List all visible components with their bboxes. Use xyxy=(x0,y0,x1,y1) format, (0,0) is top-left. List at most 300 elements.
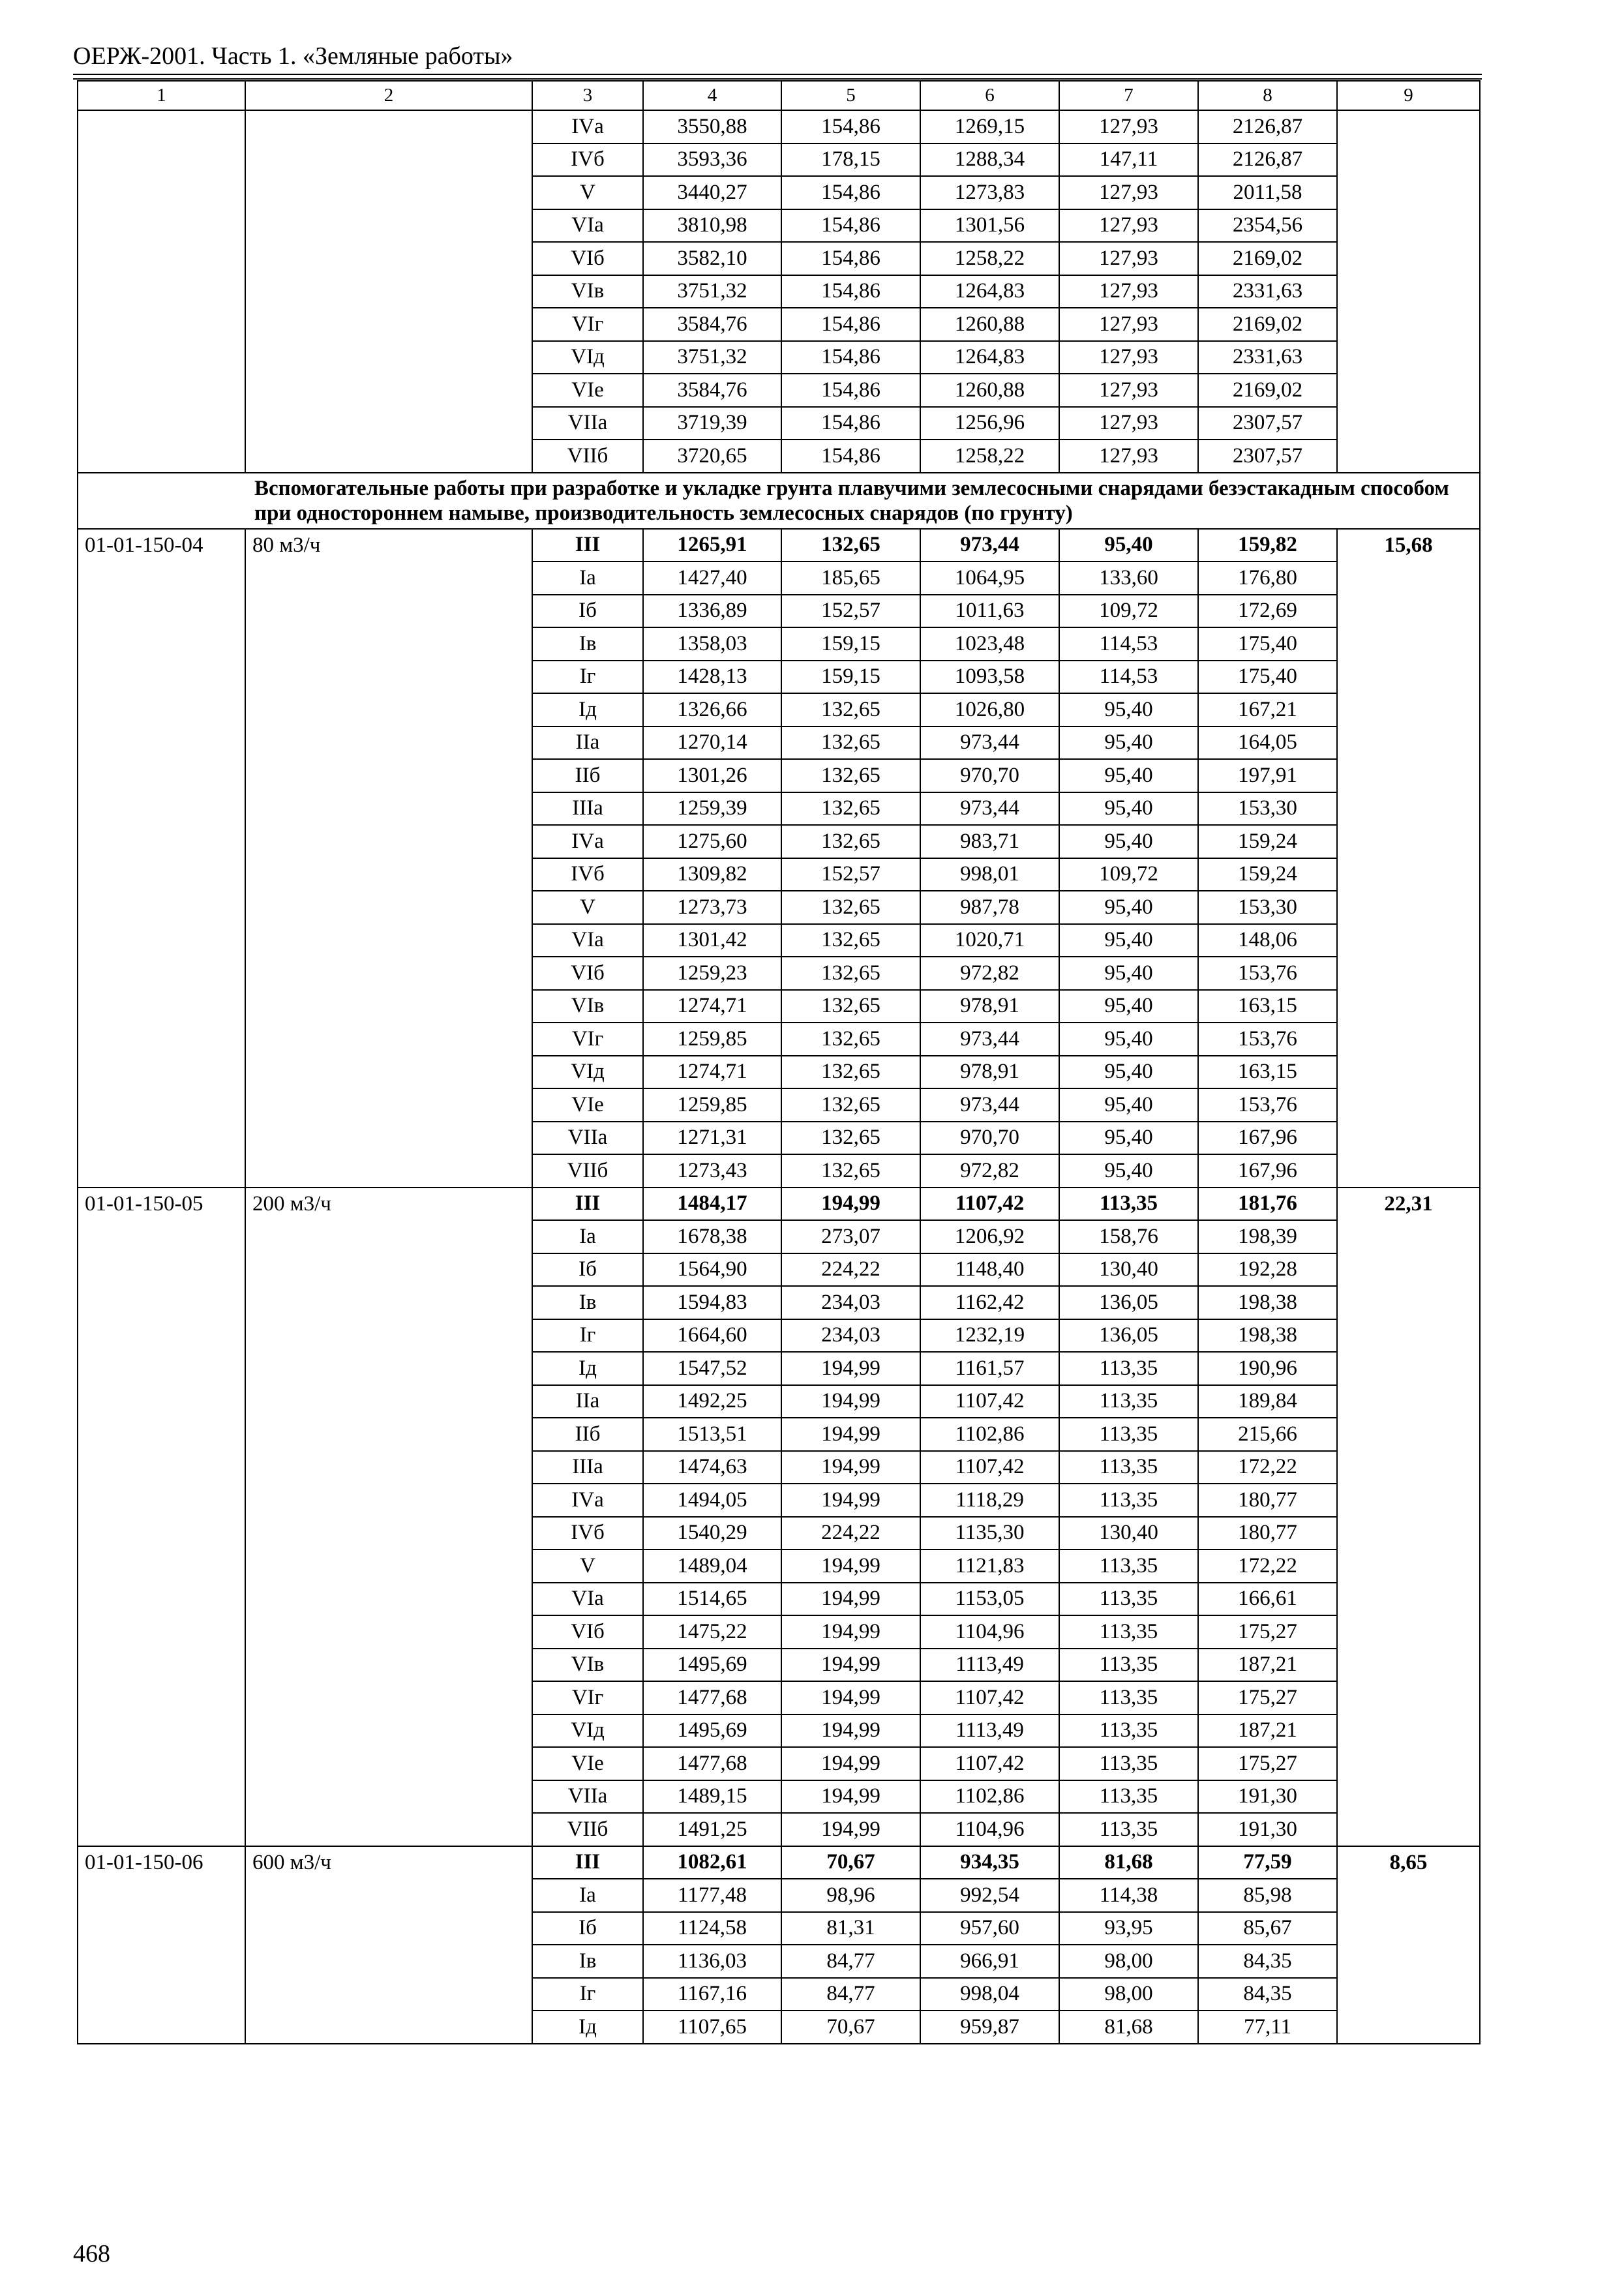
total-cost-cell: 1495,69 xyxy=(643,1714,781,1748)
soil-group-cell: Iг xyxy=(532,1319,643,1353)
machine-cost-cell: 1011,63 xyxy=(920,595,1059,628)
machinist-wage-cell: 81,68 xyxy=(1059,1846,1198,1879)
machinist-wage-cell: 127,93 xyxy=(1059,275,1198,308)
wage-cell: 98,96 xyxy=(781,1879,920,1912)
materials-cell: 85,98 xyxy=(1198,1879,1337,1912)
soil-group-cell: VIе xyxy=(532,374,643,407)
soil-group-cell: VIIа xyxy=(532,407,643,440)
soil-group-cell: IIб xyxy=(532,759,643,792)
materials-cell: 2011,58 xyxy=(1198,176,1337,209)
soil-group-cell: Iг xyxy=(532,661,643,694)
machinist-wage-cell: 113,35 xyxy=(1059,1583,1198,1616)
machinist-wage-cell: 114,53 xyxy=(1059,661,1198,694)
soil-group-cell: VIIа xyxy=(532,1780,643,1814)
wage-cell: 194,99 xyxy=(781,1681,920,1714)
soil-group-cell: VIг xyxy=(532,1681,643,1714)
labor-cost-cell: 15,68 xyxy=(1337,529,1480,1188)
machine-cost-cell: 1093,58 xyxy=(920,661,1059,694)
wage-cell: 132,65 xyxy=(781,759,920,792)
machinist-wage-cell: 158,76 xyxy=(1059,1220,1198,1253)
total-cost-cell: 1678,38 xyxy=(643,1220,781,1253)
machine-cost-cell: 1118,29 xyxy=(920,1484,1059,1517)
machine-cost-cell: 1121,83 xyxy=(920,1549,1059,1583)
total-cost-cell: 1540,29 xyxy=(643,1517,781,1550)
total-cost-cell: 3440,27 xyxy=(643,176,781,209)
total-cost-cell: 1270,14 xyxy=(643,726,781,760)
soil-group-cell: V xyxy=(532,891,643,924)
total-cost-cell: 1271,31 xyxy=(643,1122,781,1155)
wage-cell: 185,65 xyxy=(781,561,920,595)
soil-group-cell: Iв xyxy=(532,1945,643,1978)
table-row xyxy=(78,1846,1480,1879)
machinist-wage-cell: 109,72 xyxy=(1059,858,1198,891)
machine-cost-cell: 1135,30 xyxy=(920,1517,1059,1550)
materials-cell: 148,06 xyxy=(1198,924,1337,957)
wage-cell: 132,65 xyxy=(781,529,920,562)
total-cost-cell: 1489,15 xyxy=(643,1780,781,1814)
soil-group-cell: IIб xyxy=(532,1418,643,1451)
total-cost-cell: 1259,85 xyxy=(643,1023,781,1056)
total-cost-cell: 1107,65 xyxy=(643,2011,781,2044)
materials-cell: 159,24 xyxy=(1198,825,1337,858)
wage-cell: 154,86 xyxy=(781,440,920,473)
materials-cell: 159,24 xyxy=(1198,858,1337,891)
machinist-wage-cell: 95,40 xyxy=(1059,1088,1198,1122)
soil-group-cell: VIIа xyxy=(532,1122,643,1155)
total-cost-cell: 1594,83 xyxy=(643,1286,781,1319)
soil-group-cell: VIв xyxy=(532,275,643,308)
machinist-wage-cell: 113,35 xyxy=(1059,1780,1198,1814)
wage-cell: 194,99 xyxy=(781,1714,920,1748)
machine-cost-cell: 972,82 xyxy=(920,1154,1059,1188)
section-title: Вспомогательные работы при разработке и укладке грунта плавучими землесосными снарядами безэстакадным способом при одностороннем намыве, производительность землесосных снарядов (по грунту) xyxy=(78,473,1480,529)
total-cost-cell: 3550,88 xyxy=(643,110,781,143)
materials-cell: 175,27 xyxy=(1198,1681,1337,1714)
total-cost-cell: 1513,51 xyxy=(643,1418,781,1451)
machinist-wage-cell: 127,93 xyxy=(1059,209,1198,243)
machinist-wage-cell: 113,35 xyxy=(1059,1188,1198,1221)
machinist-wage-cell: 95,40 xyxy=(1059,759,1198,792)
machinist-wage-cell: 95,40 xyxy=(1059,924,1198,957)
machinist-wage-cell: 127,93 xyxy=(1059,308,1198,341)
wage-cell: 70,67 xyxy=(781,1846,920,1879)
wage-cell: 132,65 xyxy=(781,957,920,990)
wage-cell: 84,77 xyxy=(781,1945,920,1978)
machinist-wage-cell: 127,93 xyxy=(1059,176,1198,209)
soil-group-cell: Iа xyxy=(532,561,643,595)
machine-cost-cell: 1026,80 xyxy=(920,693,1059,726)
machine-cost-cell: 1148,40 xyxy=(920,1253,1059,1287)
labor-cost-cell xyxy=(1337,110,1480,473)
soil-group-cell: VIг xyxy=(532,1023,643,1056)
wage-cell: 194,99 xyxy=(781,1385,920,1418)
materials-cell: 175,40 xyxy=(1198,661,1337,694)
machinist-wage-cell: 113,35 xyxy=(1059,1484,1198,1517)
column-number: 5 xyxy=(781,81,920,110)
total-cost-cell: 3584,76 xyxy=(643,308,781,341)
soil-group-cell: Iа xyxy=(532,1220,643,1253)
soil-group-cell: IVб xyxy=(532,1517,643,1550)
total-cost-cell: 1484,17 xyxy=(643,1188,781,1221)
machine-cost-cell: 973,44 xyxy=(920,1088,1059,1122)
wage-cell: 70,67 xyxy=(781,2011,920,2044)
materials-cell: 198,39 xyxy=(1198,1220,1337,1253)
machinist-wage-cell: 133,60 xyxy=(1059,561,1198,595)
column-number: 3 xyxy=(532,81,643,110)
machine-cost-cell: 978,91 xyxy=(920,1056,1059,1089)
total-cost-cell: 3720,65 xyxy=(643,440,781,473)
machine-cost-cell: 973,44 xyxy=(920,726,1059,760)
soil-group-cell: IIа xyxy=(532,1385,643,1418)
total-cost-cell: 1082,61 xyxy=(643,1846,781,1879)
wage-cell: 154,86 xyxy=(781,341,920,374)
total-cost-cell: 1494,05 xyxy=(643,1484,781,1517)
wage-cell: 154,86 xyxy=(781,308,920,341)
machinist-wage-cell: 127,93 xyxy=(1059,242,1198,275)
machine-cost-cell: 973,44 xyxy=(920,1023,1059,1056)
total-cost-cell: 1136,03 xyxy=(643,1945,781,1978)
total-cost-cell: 1273,43 xyxy=(643,1154,781,1188)
total-cost-cell: 1475,22 xyxy=(643,1615,781,1649)
header-rule xyxy=(73,74,1482,75)
materials-cell: 2169,02 xyxy=(1198,374,1337,407)
soil-group-cell: Iд xyxy=(532,2011,643,2044)
materials-cell: 159,82 xyxy=(1198,529,1337,562)
wage-cell: 194,99 xyxy=(781,1780,920,1814)
wage-cell: 132,65 xyxy=(781,693,920,726)
total-cost-cell: 1274,71 xyxy=(643,990,781,1023)
machinist-wage-cell: 113,35 xyxy=(1059,1549,1198,1583)
total-cost-cell: 1259,39 xyxy=(643,792,781,826)
materials-cell: 190,96 xyxy=(1198,1352,1337,1385)
machinist-wage-cell: 136,05 xyxy=(1059,1319,1198,1353)
wage-cell: 159,15 xyxy=(781,627,920,661)
machine-cost-cell: 1102,86 xyxy=(920,1780,1059,1814)
soil-group-cell: IIIа xyxy=(532,1451,643,1484)
materials-cell: 153,30 xyxy=(1198,891,1337,924)
rates-table xyxy=(77,80,1481,2044)
machinist-wage-cell: 113,35 xyxy=(1059,1649,1198,1682)
machine-cost-cell: 1162,42 xyxy=(920,1286,1059,1319)
soil-group-cell: VIб xyxy=(532,1615,643,1649)
total-cost-cell: 1495,69 xyxy=(643,1649,781,1682)
wage-cell: 194,99 xyxy=(781,1813,920,1846)
materials-cell: 77,59 xyxy=(1198,1846,1337,1879)
machine-cost-cell: 978,91 xyxy=(920,990,1059,1023)
wage-cell: 132,65 xyxy=(781,1154,920,1188)
machinist-wage-cell: 95,40 xyxy=(1059,529,1198,562)
machinist-wage-cell: 95,40 xyxy=(1059,957,1198,990)
wage-cell: 152,57 xyxy=(781,858,920,891)
materials-cell: 181,76 xyxy=(1198,1188,1337,1221)
soil-group-cell: IIа xyxy=(532,726,643,760)
total-cost-cell: 1547,52 xyxy=(643,1352,781,1385)
machine-cost-cell: 1113,49 xyxy=(920,1649,1059,1682)
soil-group-cell: Iб xyxy=(532,1912,643,1945)
page-number: 468 xyxy=(73,2240,110,2267)
soil-group-cell: VIа xyxy=(532,209,643,243)
soil-group-cell: IVа xyxy=(532,1484,643,1517)
rates-table-body xyxy=(78,81,1480,2044)
materials-cell: 172,22 xyxy=(1198,1451,1337,1484)
machine-cost-cell: 966,91 xyxy=(920,1945,1059,1978)
soil-group-cell: IIIа xyxy=(532,792,643,826)
soil-group-cell: Iв xyxy=(532,1286,643,1319)
materials-cell: 172,69 xyxy=(1198,595,1337,628)
total-cost-cell: 1427,40 xyxy=(643,561,781,595)
materials-cell: 167,21 xyxy=(1198,693,1337,726)
machinist-wage-cell: 95,40 xyxy=(1059,825,1198,858)
column-number: 4 xyxy=(643,81,781,110)
soil-group-cell: Iд xyxy=(532,693,643,726)
machine-cost-cell: 1104,96 xyxy=(920,1813,1059,1846)
machine-cost-cell: 1107,42 xyxy=(920,1747,1059,1780)
total-cost-cell: 1265,91 xyxy=(643,529,781,562)
machinist-wage-cell: 95,40 xyxy=(1059,1023,1198,1056)
soil-group-cell: Iв xyxy=(532,627,643,661)
soil-group-cell: VIг xyxy=(532,308,643,341)
column-number: 7 xyxy=(1059,81,1198,110)
total-cost-cell: 1564,90 xyxy=(643,1253,781,1287)
rate-code-cell: 01-01-150-04 xyxy=(78,529,245,1188)
soil-group-cell: Iг xyxy=(532,1978,643,2011)
labor-cost-cell: 22,31 xyxy=(1337,1188,1480,1846)
soil-group-cell: IVа xyxy=(532,110,643,143)
machinist-wage-cell: 95,40 xyxy=(1059,792,1198,826)
materials-cell: 85,67 xyxy=(1198,1912,1337,1945)
materials-cell: 187,21 xyxy=(1198,1714,1337,1748)
machine-cost-cell: 1264,83 xyxy=(920,275,1059,308)
wage-cell: 84,77 xyxy=(781,1978,920,2011)
rate-name-cell: 80 м3/ч xyxy=(245,529,532,1188)
materials-cell: 198,38 xyxy=(1198,1286,1337,1319)
materials-cell: 2126,87 xyxy=(1198,110,1337,143)
soil-group-cell: V xyxy=(532,1549,643,1583)
wage-cell: 81,31 xyxy=(781,1912,920,1945)
total-cost-cell: 3582,10 xyxy=(643,242,781,275)
soil-group-cell: VIв xyxy=(532,1649,643,1682)
materials-cell: 175,27 xyxy=(1198,1747,1337,1780)
column-number: 8 xyxy=(1198,81,1337,110)
materials-cell: 175,27 xyxy=(1198,1615,1337,1649)
wage-cell: 194,99 xyxy=(781,1188,920,1221)
materials-cell: 2354,56 xyxy=(1198,209,1337,243)
wage-cell: 154,86 xyxy=(781,374,920,407)
labor-cost-cell: 8,65 xyxy=(1337,1846,1480,2044)
machine-cost-cell: 998,04 xyxy=(920,1978,1059,2011)
materials-cell: 192,28 xyxy=(1198,1253,1337,1287)
machine-cost-cell: 1288,34 xyxy=(920,143,1059,177)
wage-cell: 224,22 xyxy=(781,1517,920,1550)
machine-cost-cell: 959,87 xyxy=(920,2011,1059,2044)
machinist-wage-cell: 95,40 xyxy=(1059,726,1198,760)
materials-cell: 153,76 xyxy=(1198,1088,1337,1122)
machine-cost-cell: 1273,83 xyxy=(920,176,1059,209)
table-row xyxy=(78,110,1480,143)
wage-cell: 154,86 xyxy=(781,209,920,243)
materials-cell: 166,61 xyxy=(1198,1583,1337,1616)
machinist-wage-cell: 95,40 xyxy=(1059,1154,1198,1188)
machinist-wage-cell: 127,93 xyxy=(1059,341,1198,374)
machine-cost-cell: 1107,42 xyxy=(920,1681,1059,1714)
materials-cell: 2331,63 xyxy=(1198,341,1337,374)
machinist-wage-cell: 113,35 xyxy=(1059,1813,1198,1846)
total-cost-cell: 1477,68 xyxy=(643,1747,781,1780)
materials-cell: 189,84 xyxy=(1198,1385,1337,1418)
document-header: ОЕРЖ-2001. Часть 1. «Земляные работы» xyxy=(73,42,513,70)
total-cost-cell: 1428,13 xyxy=(643,661,781,694)
wage-cell: 132,65 xyxy=(781,1056,920,1089)
machine-cost-cell: 1113,49 xyxy=(920,1714,1059,1748)
column-number: 2 xyxy=(245,81,532,110)
machinist-wage-cell: 113,35 xyxy=(1059,1747,1198,1780)
soil-group-cell: VIIб xyxy=(532,1813,643,1846)
wage-cell: 194,99 xyxy=(781,1649,920,1682)
machinist-wage-cell: 113,35 xyxy=(1059,1451,1198,1484)
soil-group-cell: III xyxy=(532,1188,643,1221)
wage-cell: 132,65 xyxy=(781,891,920,924)
machine-cost-cell: 992,54 xyxy=(920,1879,1059,1912)
wage-cell: 132,65 xyxy=(781,1122,920,1155)
machinist-wage-cell: 81,68 xyxy=(1059,2011,1198,2044)
machine-cost-cell: 983,71 xyxy=(920,825,1059,858)
machine-cost-cell: 1153,05 xyxy=(920,1583,1059,1616)
machinist-wage-cell: 127,93 xyxy=(1059,374,1198,407)
soil-group-cell: VIIб xyxy=(532,1154,643,1188)
machine-cost-cell: 1104,96 xyxy=(920,1615,1059,1649)
wage-cell: 234,03 xyxy=(781,1286,920,1319)
materials-cell: 2126,87 xyxy=(1198,143,1337,177)
soil-group-cell: VIе xyxy=(532,1747,643,1780)
materials-cell: 84,35 xyxy=(1198,1945,1337,1978)
machine-cost-cell: 1023,48 xyxy=(920,627,1059,661)
total-cost-cell: 1664,60 xyxy=(643,1319,781,1353)
wage-cell: 194,99 xyxy=(781,1583,920,1616)
materials-cell: 180,77 xyxy=(1198,1484,1337,1517)
machinist-wage-cell: 147,11 xyxy=(1059,143,1198,177)
materials-cell: 2169,02 xyxy=(1198,242,1337,275)
wage-cell: 132,65 xyxy=(781,1023,920,1056)
machinist-wage-cell: 95,40 xyxy=(1059,891,1198,924)
column-number: 9 xyxy=(1337,81,1480,110)
soil-group-cell: VIд xyxy=(532,1714,643,1748)
wage-cell: 159,15 xyxy=(781,661,920,694)
rate-code-cell: 01-01-150-05 xyxy=(78,1188,245,1846)
wage-cell: 132,65 xyxy=(781,825,920,858)
materials-cell: 153,76 xyxy=(1198,957,1337,990)
materials-cell: 2307,57 xyxy=(1198,440,1337,473)
machine-cost-cell: 1107,42 xyxy=(920,1385,1059,1418)
machine-cost-cell: 973,44 xyxy=(920,529,1059,562)
header-rule xyxy=(73,78,1482,80)
soil-group-cell: Iб xyxy=(532,1253,643,1287)
wage-cell: 154,86 xyxy=(781,110,920,143)
machine-cost-cell: 1264,83 xyxy=(920,341,1059,374)
total-cost-cell: 3719,39 xyxy=(643,407,781,440)
machinist-wage-cell: 98,00 xyxy=(1059,1978,1198,2011)
soil-group-cell: III xyxy=(532,1846,643,1879)
machinist-wage-cell: 127,93 xyxy=(1059,110,1198,143)
materials-cell: 180,77 xyxy=(1198,1517,1337,1550)
machinist-wage-cell: 130,40 xyxy=(1059,1253,1198,1287)
soil-group-cell: IVб xyxy=(532,143,643,177)
materials-cell: 175,40 xyxy=(1198,627,1337,661)
total-cost-cell: 3810,98 xyxy=(643,209,781,243)
soil-group-cell: VIа xyxy=(532,1583,643,1616)
materials-cell: 164,05 xyxy=(1198,726,1337,760)
total-cost-cell: 1358,03 xyxy=(643,627,781,661)
machine-cost-cell: 1161,57 xyxy=(920,1352,1059,1385)
wage-cell: 194,99 xyxy=(781,1451,920,1484)
machine-cost-cell: 1260,88 xyxy=(920,374,1059,407)
materials-cell: 84,35 xyxy=(1198,1978,1337,2011)
machine-cost-cell: 1260,88 xyxy=(920,308,1059,341)
machine-cost-cell: 1258,22 xyxy=(920,242,1059,275)
machine-cost-cell: 1232,19 xyxy=(920,1319,1059,1353)
machinist-wage-cell: 93,95 xyxy=(1059,1912,1198,1945)
total-cost-cell: 1474,63 xyxy=(643,1451,781,1484)
wage-cell: 132,65 xyxy=(781,924,920,957)
machine-cost-cell: 973,44 xyxy=(920,792,1059,826)
materials-cell: 187,21 xyxy=(1198,1649,1337,1682)
total-cost-cell: 1477,68 xyxy=(643,1681,781,1714)
machinist-wage-cell: 114,53 xyxy=(1059,627,1198,661)
total-cost-cell: 1301,42 xyxy=(643,924,781,957)
materials-cell: 167,96 xyxy=(1198,1122,1337,1155)
machinist-wage-cell: 113,35 xyxy=(1059,1681,1198,1714)
wage-cell: 132,65 xyxy=(781,726,920,760)
total-cost-cell: 1309,82 xyxy=(643,858,781,891)
machinist-wage-cell: 95,40 xyxy=(1059,1122,1198,1155)
machinist-wage-cell: 95,40 xyxy=(1059,990,1198,1023)
machine-cost-cell: 1269,15 xyxy=(920,110,1059,143)
materials-cell: 153,30 xyxy=(1198,792,1337,826)
total-cost-cell: 1492,25 xyxy=(643,1385,781,1418)
machinist-wage-cell: 114,38 xyxy=(1059,1879,1198,1912)
rate-code-cell: 01-01-150-06 xyxy=(78,1846,245,2044)
total-cost-cell: 1259,23 xyxy=(643,957,781,990)
soil-group-cell: VIб xyxy=(532,242,643,275)
machinist-wage-cell: 113,35 xyxy=(1059,1714,1198,1748)
wage-cell: 154,86 xyxy=(781,407,920,440)
wage-cell: 154,86 xyxy=(781,275,920,308)
materials-cell: 2307,57 xyxy=(1198,407,1337,440)
total-cost-cell: 1489,04 xyxy=(643,1549,781,1583)
machine-cost-cell: 1107,42 xyxy=(920,1451,1059,1484)
materials-cell: 191,30 xyxy=(1198,1780,1337,1814)
machinist-wage-cell: 95,40 xyxy=(1059,1056,1198,1089)
soil-group-cell: VIд xyxy=(532,341,643,374)
machine-cost-cell: 1258,22 xyxy=(920,440,1059,473)
rate-name-cell xyxy=(245,110,532,473)
total-cost-cell: 1259,85 xyxy=(643,1088,781,1122)
soil-group-cell: VIб xyxy=(532,957,643,990)
wage-cell: 152,57 xyxy=(781,595,920,628)
total-cost-cell: 1336,89 xyxy=(643,595,781,628)
machinist-wage-cell: 130,40 xyxy=(1059,1517,1198,1550)
wage-cell: 132,65 xyxy=(781,990,920,1023)
machinist-wage-cell: 113,35 xyxy=(1059,1352,1198,1385)
materials-cell: 2331,63 xyxy=(1198,275,1337,308)
column-number: 1 xyxy=(78,81,245,110)
machine-cost-cell: 1301,56 xyxy=(920,209,1059,243)
machine-cost-cell: 1256,96 xyxy=(920,407,1059,440)
machine-cost-cell: 998,01 xyxy=(920,858,1059,891)
rate-code-cell xyxy=(78,110,245,473)
total-cost-cell: 1274,71 xyxy=(643,1056,781,1089)
materials-cell: 176,80 xyxy=(1198,561,1337,595)
machine-cost-cell: 934,35 xyxy=(920,1846,1059,1879)
